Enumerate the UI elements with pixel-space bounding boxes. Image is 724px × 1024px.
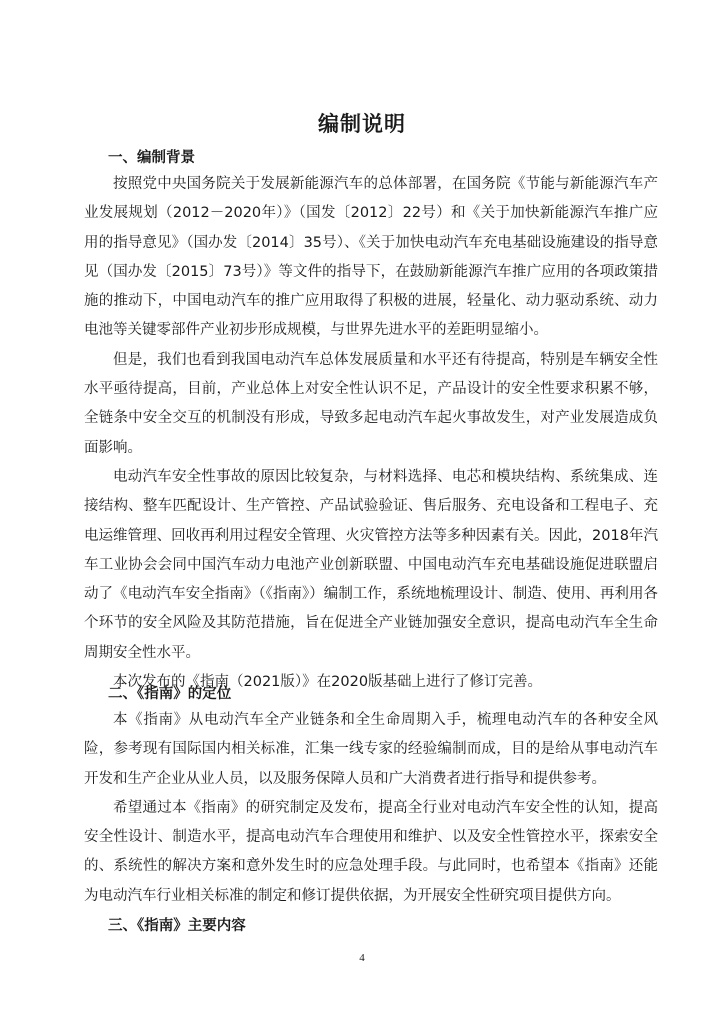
- paragraph: 电动汽车安全性事故的原因比较复杂，与材料选择、电芯和模块结构、系统集成、连接结构、整车匹配设计、生产管控、产品试验验证、售后服务、充电设备和工程电子、充电运维管理、回收再利用过程安全管理、火灾管控方法等多种因素有关。因此，2018年汽车工业协会会同中国汽车动力电池产业创新联盟、中国电动汽车充电基础设施促进联盟启动了《电动汽车安全指南》（《指南》）编制工作，系统地梳理设计、制造、使用、再利用各个环节的安全风险及其防范措施，旨在促进全产业链加强安全意识，提高电动汽车全生命周期安全性水平。: [84, 468, 658, 661]
- paragraph: 按照党中央国务院关于发展新能源汽车的总体部署，在国务院《节能与新能源汽车产业发展规划（2012－2020年）》（国发〔2012〕22号）和《关于加快新能源汽车推广应用的指导意见》（国办发〔2014〕35号）、《关于加快电动汽车充电基础设施建设的指导意见（国办发〔2015〕73号）》等文件的指导下，在鼓励新能源汽车推广应用的各项政策措施的推动下，中国电动汽车的推广应用取得了积极的进展，轻量化、动力驱动系统、动力电池等关键零部件产业初步形成规模，与世界先进水平的差距明显缩小。: [84, 176, 658, 339]
- section-heading-positioning: 二、《指南》的定位: [108, 686, 232, 702]
- paragraph: 本次发布的《指南（2021版）》在2020版基础上进行了修订完善。: [113, 674, 543, 691]
- paragraph: 希望通过本《指南》的研究制定及发布，提高全行业对电动汽车安全性的认知，提高安全性设计、制造水平，提高电动汽车合理使用和维护、以及安全性管控水平，探索安全的、系统性的解决方案和意外发生时的应急处理手段。与此同时，也希望本《指南》还能为电动汽车行业相关标准的制定和修订提供依据，为开展安全性研究项目提供方向。: [84, 799, 658, 904]
- page-number: 4: [359, 952, 365, 964]
- paragraph: 但是，我们也看到我国电动汽车总体发展质量和水平还有待提高，特别是车辆安全性水平亟待提高，目前，产业总体上对安全性认识不足，产品设计的安全性要求积累不够，全链条中安全交互的机制没有形成，导致多起电动汽车起火事故发生，对产业发展造成负面影响。: [84, 351, 658, 456]
- section-body-background: [84, 170, 658, 697]
- paragraph: 本《指南》从电动汽车全产业链条和全生命周期入手，梳理电动汽车的各种安全风险，参考现有国际国内相关标准，汇集一线专家的经验编制而成，目的是给从事电动汽车开发和生产企业从业人员，以及服务保障人员和广大消费者进行指导和提供参考。: [84, 712, 658, 787]
- section-heading-main-content: 三、《指南》主要内容: [108, 918, 246, 934]
- section-heading-background: 一、编制背景: [108, 150, 195, 166]
- page-title: 编制说明: [318, 112, 406, 136]
- section-body-positioning: [84, 706, 658, 911]
